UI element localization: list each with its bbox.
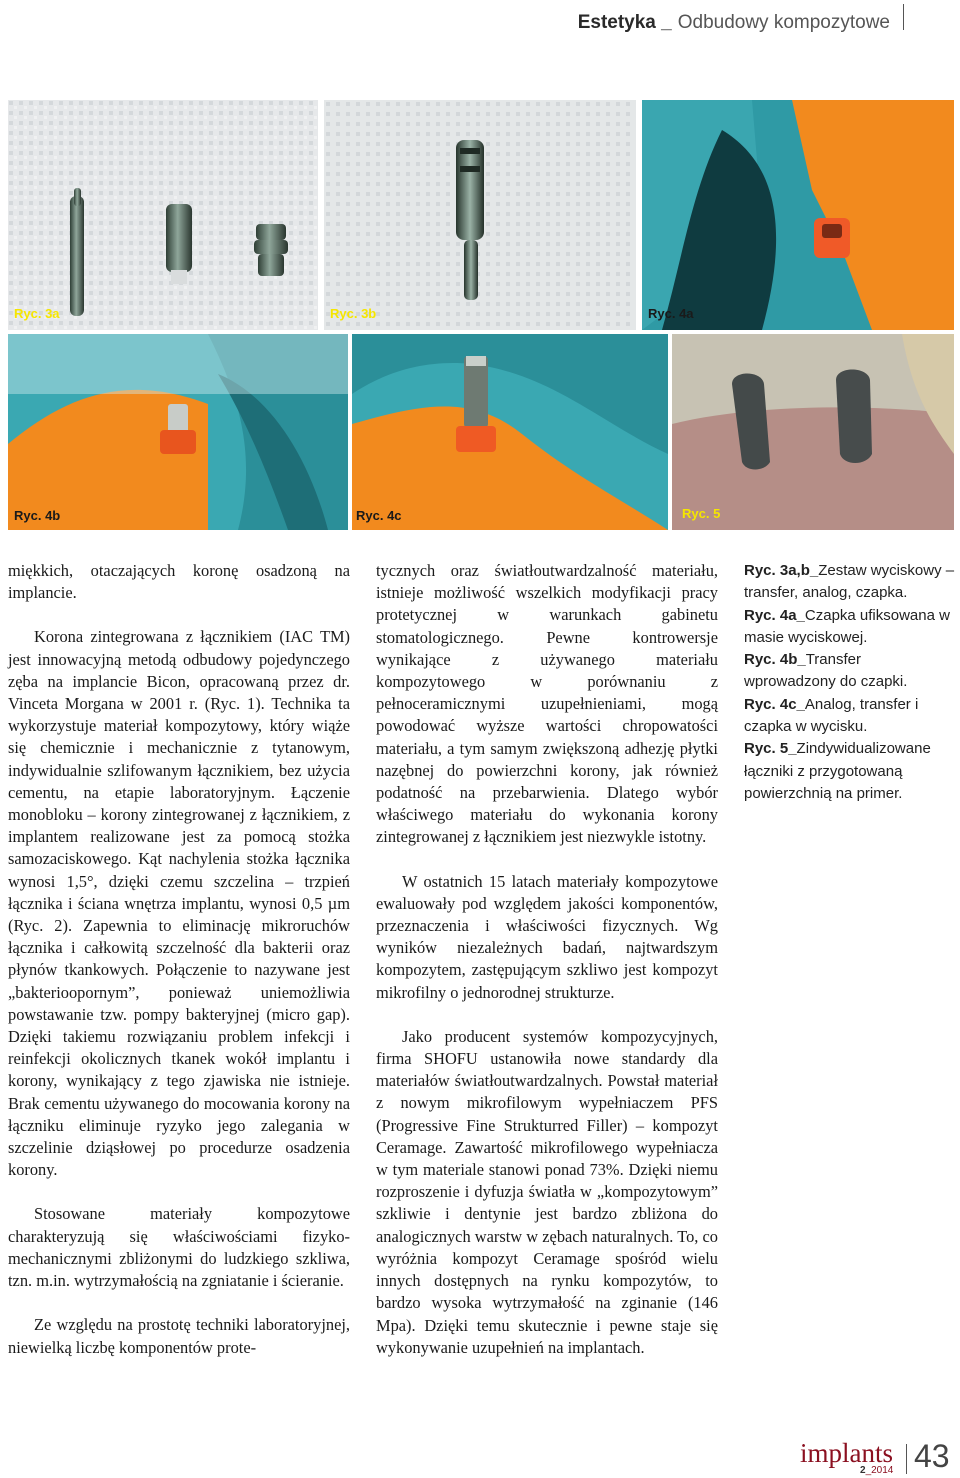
header-topic: Odbudowy kompozytowe (677, 12, 890, 33)
legend-text: Zindywidualizowane łączniki z przygotowaną powierzchnią na primer. (744, 740, 931, 802)
figure-4c-caption: Ryc. 4c (356, 508, 402, 523)
figure-3a-photo (8, 100, 318, 330)
paragraph: Jako producent systemów kompozycyjnych, firma SHOFU ustanowiła nowe standardy dla materiałów światłoutwardzalnych. Powstał materiał z nowym mikrofilowym wypełniaczem PFS (Progressive Fine Strukturred Filler) – kompozyt Ceramage. Zawartość mikrofilowego wypełniacza w tym materiale stanowi ponad 73%. Dzięki niemu rozproszenie i dyfuzja światła w „kompozytowym” szkliwie i dentynie jest bardzo zbliżona do analogicznych warstw w zębach naturalnych. To, co wyróżnia kompozyt Ceramage spośród wielu innych dostępnych na rynku kompozytów, to bardzo wysoka wytrzymałość na zginanie (146 Mpa). Dzięki temu skutecznie i pewne staje się wykonywanie uzupełnień na implantach. (376, 1026, 718, 1357)
legend-item (744, 560, 956, 605)
header-divider (903, 4, 904, 30)
figure-4b-photo (8, 334, 348, 530)
legend-text: Analog, transfer i czapka w wycisku. (744, 695, 919, 736)
legend-item (744, 738, 956, 805)
header-section: Estetyka _ (577, 12, 672, 33)
legend-text: Zestaw wyciskowy – transfer, analog, czapka. (744, 562, 955, 602)
figure-4a-caption: Ryc. 4a (648, 306, 694, 321)
journal-logo: implants (800, 1438, 893, 1468)
figure-4a-photo (642, 100, 954, 330)
legend-text: Transfer wprowadzony do czapki. (744, 651, 908, 691)
figure-3b-photo (324, 100, 636, 330)
legend-text: Czapka ufiksowana w masie wyciskowej. (744, 606, 950, 646)
figure-4b-caption: Ryc. 4b (14, 508, 61, 523)
legend-item (744, 694, 956, 739)
legend-ref: Ryc. 4a_ (744, 606, 805, 624)
paragraph: miękkich, otaczających koronę osadzoną na implancie. (8, 561, 350, 603)
legend-ref: Ryc. 4c_ (744, 695, 805, 713)
text-column-2 (376, 560, 718, 1381)
figure-3b-caption: Ryc. 3b (330, 306, 377, 321)
figure-legend (744, 560, 956, 805)
text-column-1 (8, 560, 350, 1381)
figure-5-photo (672, 334, 954, 530)
legend-item (744, 649, 956, 694)
issue-number (860, 1465, 893, 1476)
figure-4c-photo (352, 334, 668, 530)
legend-item (744, 605, 956, 650)
legend-ref: Ryc. 5_ (744, 740, 797, 758)
issue-num: 2 (860, 1465, 866, 1476)
page-number: 43 (914, 1438, 950, 1474)
legend-ref: Ryc. 4b_ (744, 651, 806, 669)
issue-year: _2014 (865, 1465, 894, 1476)
paragraph: W ostatnich 15 latach materiały kompozytowe ewaluowały pod względem jakości komponentów, przeznaczenia i właściwości fizycznych. Wg wyników niezależnych badań, najtwardszym kompozytem, zastępującym szkliwo jest kompozyt mikrofilny o jednorodnej strukturze. (376, 871, 718, 1002)
figure-3a-caption: Ryc. 3a (14, 306, 60, 321)
paragraph: Ze względu na prostotę techniki laboratoryjnej, niewielką liczbę komponentów prote- (8, 1315, 350, 1357)
running-header (578, 8, 890, 38)
paragraph: Korona zintegrowana z łącznikiem (IAC TM) jest innowacyjną metodą odbudowy pojedynczego zęba na implancie Bicon, opracowaną przez dr. Vinceta Morgana w 2001 r. (Ryc. 1). Technika ta wykorzystuje materiał kompozytowy, który wiąże się chemicznie i mechanicznie z tytanowym, indywidualnie szlifowanym łącznikiem, bez użycia cementu, na etapie laboratoryjnym. Łączenie monobloku – korony zintegrowanej z łącznikiem, z implantem realizowane jest za pomocą stożka samozaciskowego. Kąt nachylenia stożka łącznika wynosi 1,5°, dzięki czemu szczelina – trzpień łącznika i ściana wnętrza implantu, wynosi 0,5 µm (Ryc. 2). Zapewnia to eliminację mikroruchów łącznika i całkowitą szczelność dla bakterii oraz płynów tkankowych. Połączenie to nazywane jest „bakterioopornym”, ponieważ uniemożliwia powstawanie tzw. pompy bakteryjnej (micro gap). Dzięki takiemu rozwiązaniu problem infekcji i reinfekcji okolicznych tkanek wokół implantu i korony, wynikający z tego zjawiska nie istnieje. Brak cementu używanego do mocowania korony na łączniku eliminuje ryzyko jego zalegania w szczelinie dziąsłowej po procedurze osadzenia korony. (8, 627, 350, 1180)
legend-ref: Ryc. 3a,b_ (744, 562, 819, 579)
paragraph: Stosowane materiały kompozytowe charakteryzują się właściwościami fizyko-mechanicznymi zbliżonymi do ludzkiego szkliwa, tzn. m.in. wytrzymałością na zgniatanie i ścieranie. (8, 1204, 350, 1291)
paragraph: tycznych oraz światłoutwardzalność materiału, istnieje możliwość wszelkich modyfikacji pracy protetycznej w warunkach gabinetu stomatologicznego. Pewne kontrowersje wynikające z używanego materiału kompozytowego w porównaniu z pełnoceramicznymi uzupełnieniami, mogą powodować wyższe wartości chropowatości materiału, a tym samym zwiększoną adhezję płytki nazębnej do powierzchni korony, jak również podatność na przebarwienia. Dlatego wybór właściwego materiału do wykonania korony zintegrowanej z łącznikiem jest niezwykle istotny. (376, 561, 718, 847)
figure-5-caption: Ryc. 5 (682, 506, 721, 521)
footer-divider (906, 1444, 907, 1474)
